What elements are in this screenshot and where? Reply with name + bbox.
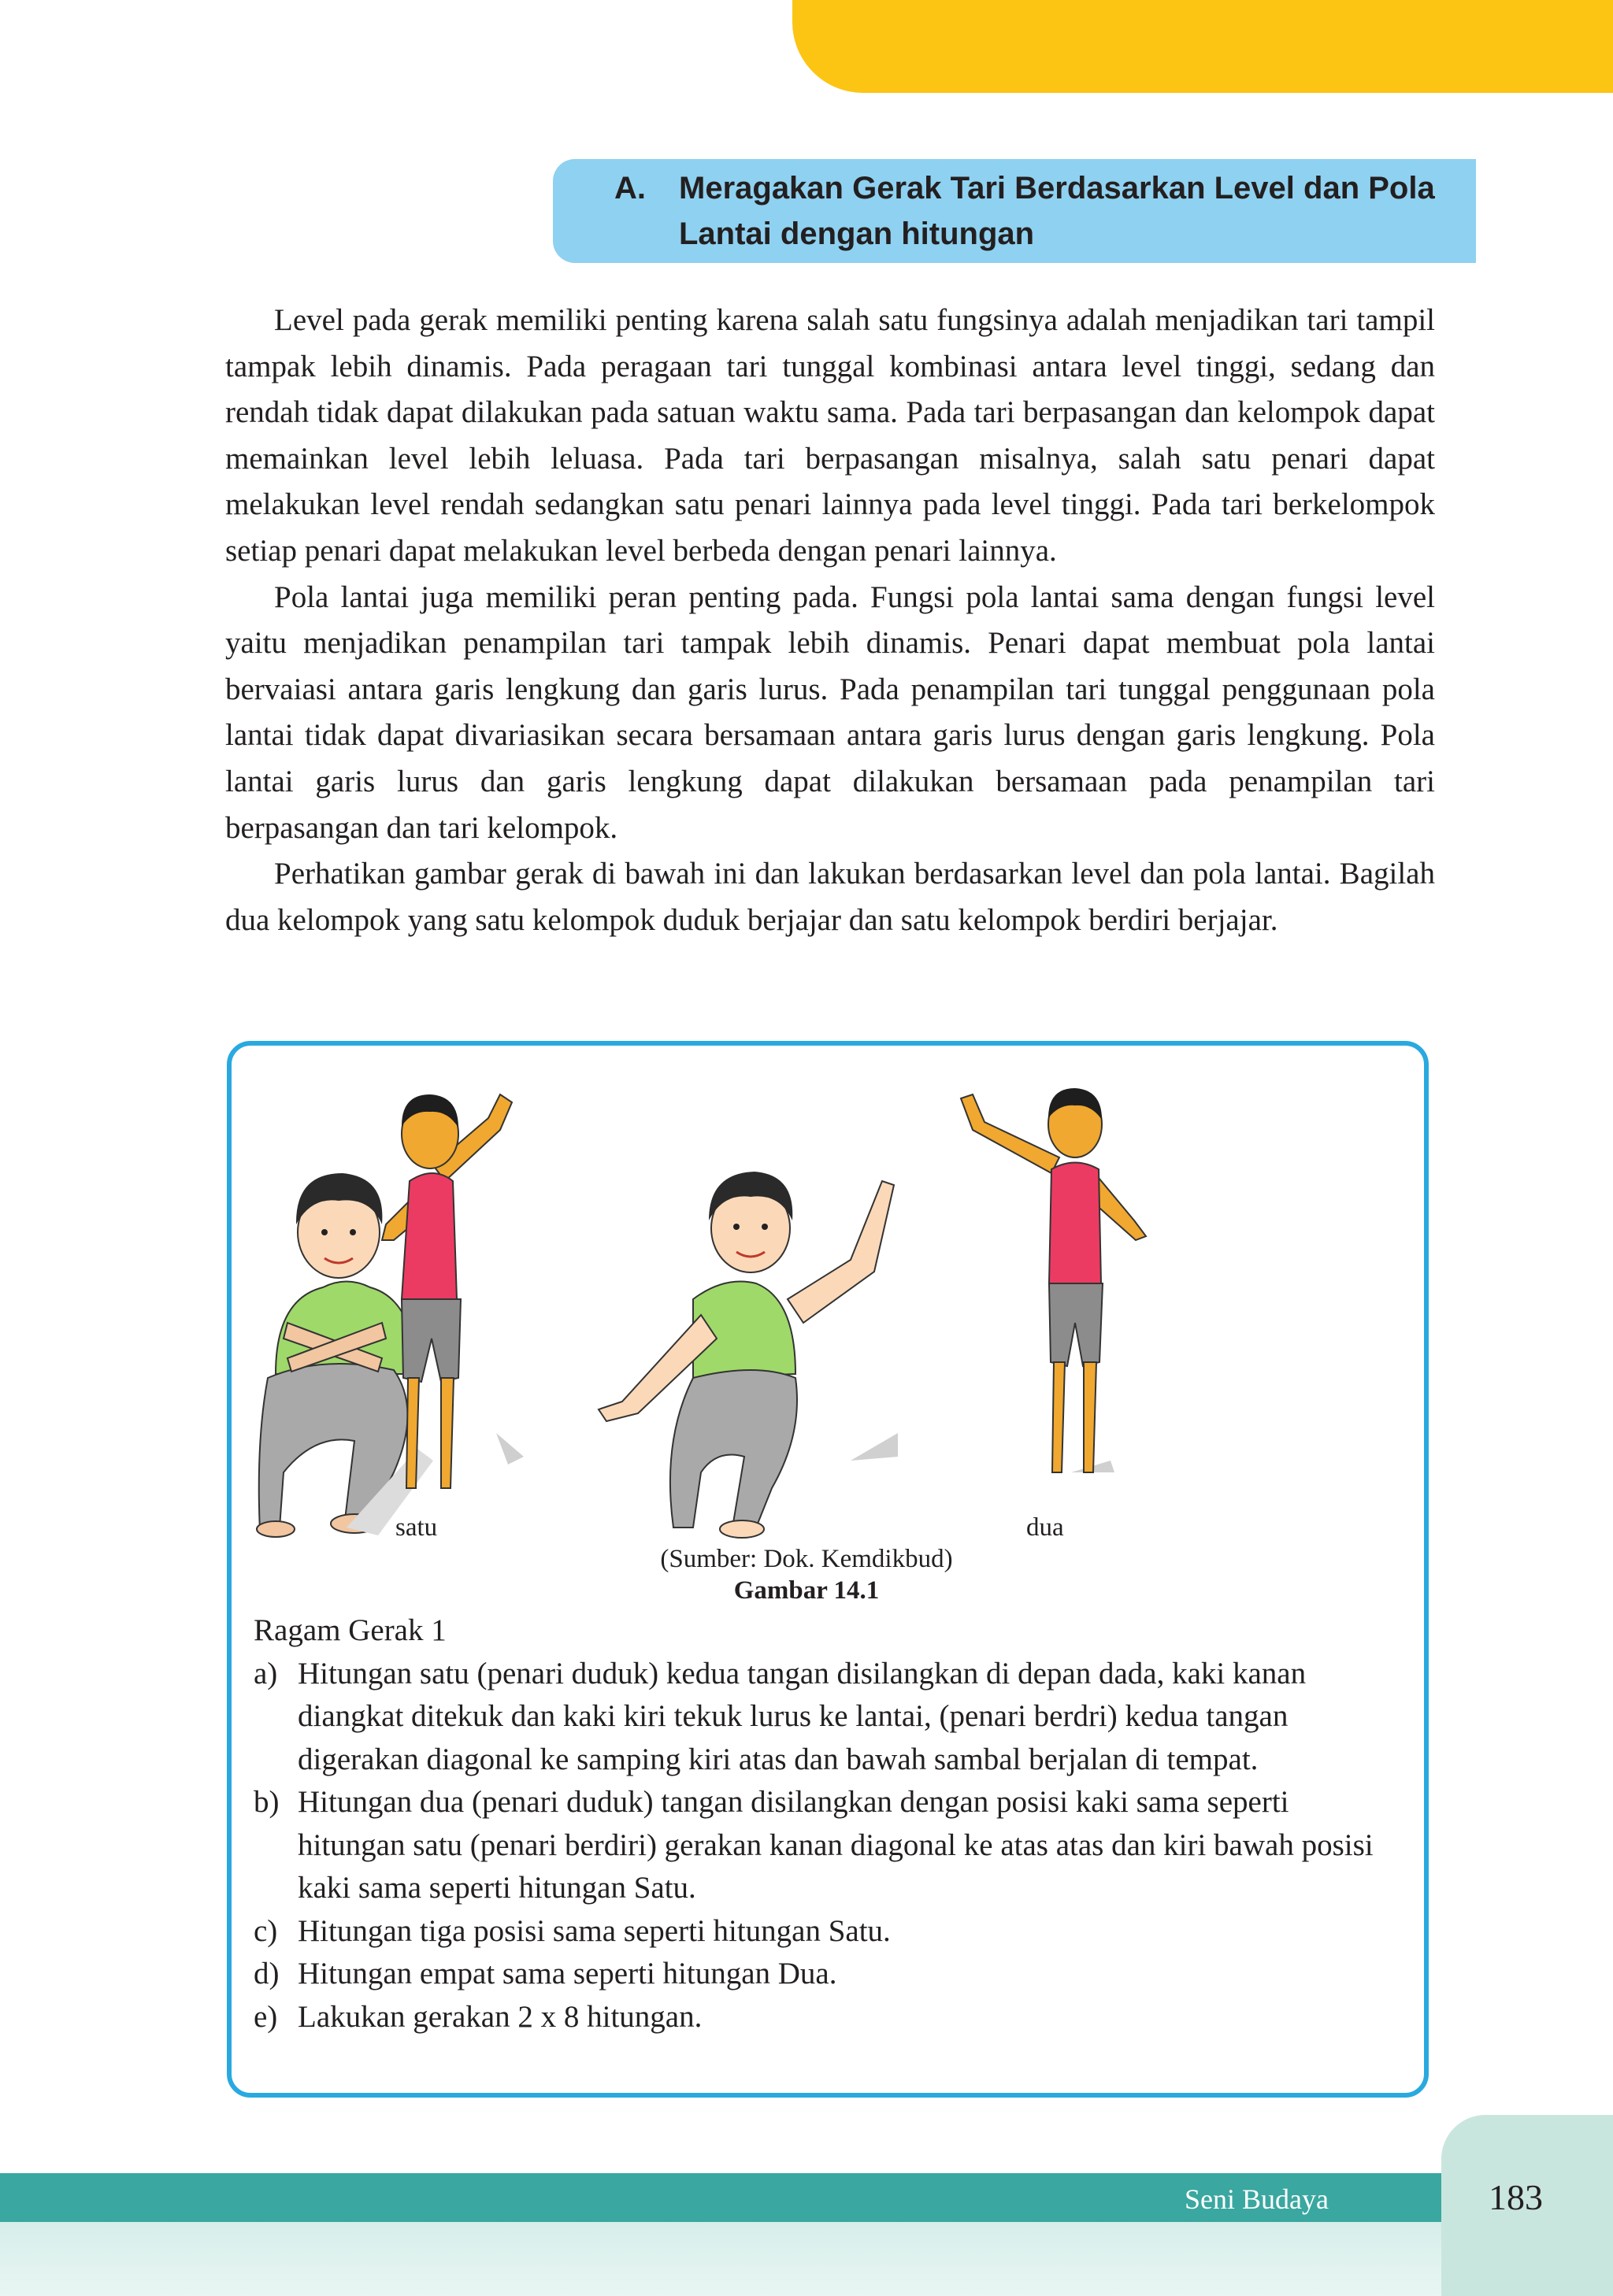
footer-book-title: Seni Budaya (1185, 2183, 1329, 2215)
paragraph: Pola lantai juga memiliki peran penting pada. Fungsi pola lantai sama dengan fungsi level yaitu menjadikan penampilan tari tampak lebih dinamis. Penari dapat membuat pola lantai bervaiasi antara garis lengkung dan garis lurus. Pada penampilan tari tunggal penggunaan pola lantai tidak dapat divariasikan secara bersamaan antara garis lurus dengan garis lengkung. Pola lantai garis lurus dan garis lengkung dapat dilakukan bersamaan pada penampilan tari berpasangan dan tari kelompok. (225, 580, 1435, 845)
list-item (254, 1996, 1403, 2039)
list-marker: c) (254, 1913, 278, 1948)
ragam-title: Ragam Gerak 1 (254, 1613, 447, 1647)
list-marker: e) (254, 1999, 278, 2034)
dance-illustration (252, 1063, 1300, 1543)
standing-dancer-dua-figure (851, 1088, 1146, 1472)
ragam-list (254, 1653, 1403, 2039)
ragam-gerak-section (254, 1609, 1403, 2039)
list-item-text: Hitungan tiga posisi sama seperti hitungan Satu. (298, 1913, 891, 1948)
list-marker: d) (254, 1957, 280, 1990)
footer-pattern (0, 2222, 1613, 2296)
list-marker: b) (254, 1785, 280, 1819)
list-item (254, 1781, 1403, 1910)
list-item-text: Hitungan empat sama seperti hitungan Dua. (298, 1957, 837, 1990)
list-item-text: Lakukan gerakan 2 x 8 hitungan. (298, 1999, 703, 2034)
list-item (254, 1953, 1403, 1996)
footer-band (0, 2173, 1613, 2222)
figure-title: Gambar 14.1 (733, 1576, 880, 1605)
figure-caption-dua: dua (1026, 1513, 1064, 1542)
list-item (254, 1653, 1403, 1782)
seated-dancer-dua-figure (599, 1172, 894, 1538)
section-letter: A. (614, 171, 646, 206)
body-text (225, 298, 1435, 943)
page-number: 183 (1489, 2177, 1543, 2217)
list-item (254, 1910, 1403, 1953)
list-item-text: Hitungan dua (penari duduk) tangan disilangkan dengan posisi kaki sama seperti hitungan satu (penari berdiri) gerakan kanan diagonal ke atas atas dan kiri bawah posisi kaki sama seperti hitungan Satu. (298, 1785, 1374, 1905)
list-item-text: Hitungan satu (penari duduk) kedua tangan disilangkan di depan dada, kaki kanan diangkat ditekuk dan kaki kiri tekuk lurus ke lantai, (penari berdri) kedua tangan digerakan diagonal ke samping kiri atas dan bawah sambal berjalan di tempat. (298, 1656, 1307, 1776)
figure-caption-satu: satu (395, 1513, 438, 1542)
section-heading (614, 165, 1473, 257)
list-marker: a) (254, 1656, 278, 1691)
figure-source: (Sumber: Dok. Kemdikbud) (660, 1545, 953, 1573)
corner-tab (792, 0, 1613, 93)
paragraph: Level pada gerak memiliki penting karena salah satu fungsinya adalah menjadikan tari tampil tampak lebih dinamis. Pada peragaan tari tunggal kombinasi antara level tinggi, sedang dan rendah tidak dapat dilakukan pada satuan waktu sama. Pada tari berpasangan dan kelompok dapat memainkan level lebih leluasa. Pada tari berpasangan misalnya, salah satu penari dapat melakukan level rendah sedangkan satu penari lainnya pada level tinggi. Pada tari berkelompok setiap penari dapat melakukan level berbeda dengan penari lainnya. (225, 303, 1435, 568)
paragraph: Perhatikan gambar gerak di bawah ini dan lakukan berdasarkan level dan pola lantai. Bagilah dua kelompok yang satu kelompok duduk berjajar dan satu kelompok berdiri berjajar. (225, 857, 1435, 937)
section-title: Meragakan Gerak Tari Berdasarkan Level dan Pola Lantai dengan hitungan (679, 171, 1435, 251)
